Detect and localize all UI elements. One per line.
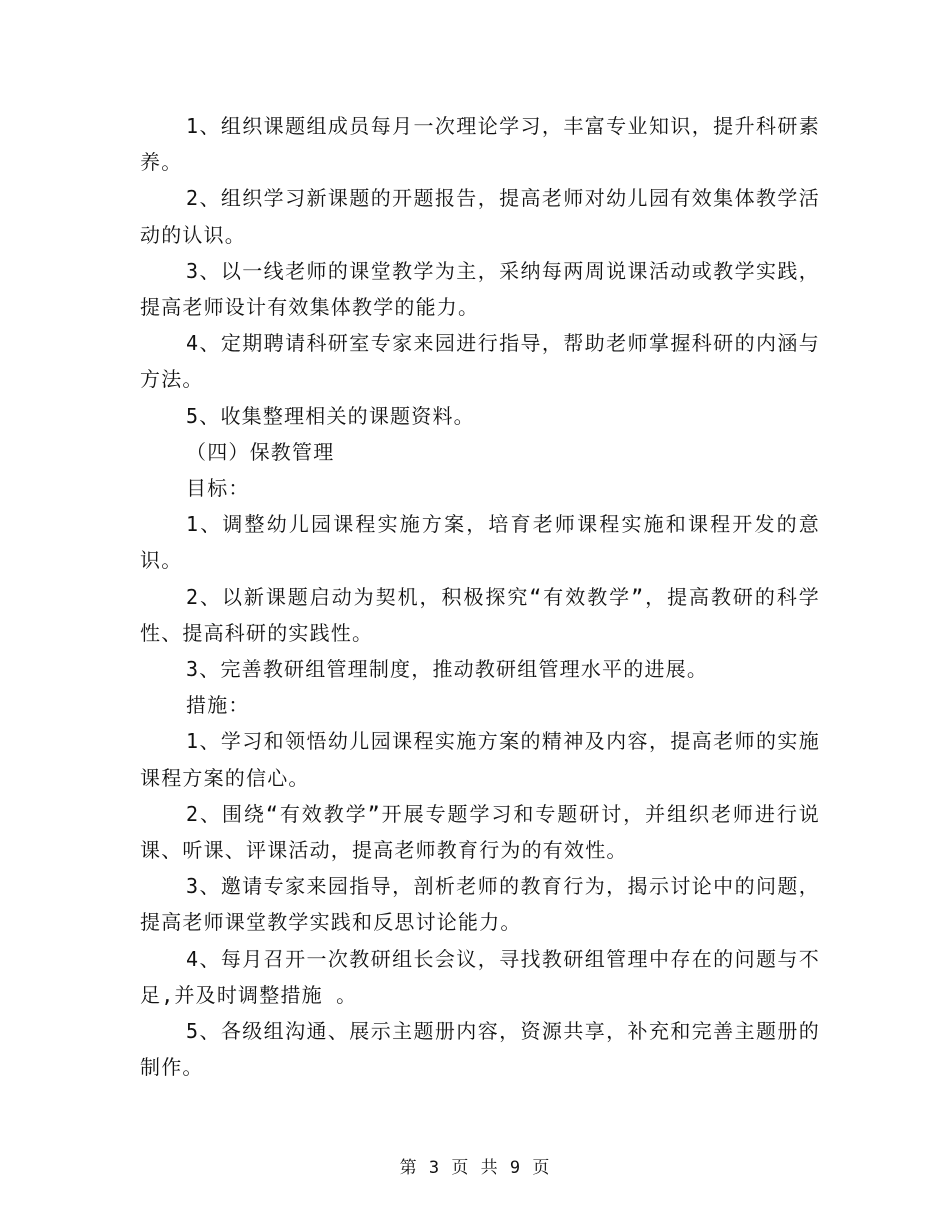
document-body <box>140 108 820 1085</box>
paragraph: 1、学习和领悟幼儿园课程实施方案的精神及内容，提高老师的实施课程方案的信心。 <box>140 729 820 790</box>
paragraph: 1、调整幼儿园课程实施方案，培育老师课程实施和课程开发的意识。 <box>140 512 820 573</box>
subheading-measures: 措施： <box>186 693 250 718</box>
paragraph: 2、以新课题启动为契机，积极探究“有效教学”，提高教研的科学性、提高科研的实践性。 <box>140 584 820 645</box>
paragraph: 4、每月召开一次教研组长会议，寻找教研组管理中存在的问题与不足,并及时调整措施 。 <box>140 946 820 1007</box>
paragraph: 1、组织课题组成员每月一次理论学习，丰富专业知识，提升科研素养。 <box>140 114 820 175</box>
paragraph: 5、收集整理相关的课题资料。 <box>186 403 475 428</box>
paragraph: 2、围绕“有效教学”开展专题学习和专题研讨，并组织老师进行说课、听课、评课活动，提高老师教育行为的有效性。 <box>140 801 820 863</box>
paragraph: 5、各级组沟通、展示主题册内容，资源共享，补充和完善主题册的制作。 <box>140 1019 820 1080</box>
paragraph: 3、完善教研组管理制度，推动教研组管理水平的进展。 <box>186 657 709 682</box>
paragraph: 2、组织学习新课题的开题报告，提高老师对幼儿园有效集体教学活动的认识。 <box>140 186 820 247</box>
paragraph: 3、以一线老师的课堂教学为主，采纳每两周说课活动或教学实践，提高老师设计有效集体教学的能力。 <box>140 258 820 320</box>
page-number-footer: 第 3 页 共 9 页 <box>399 1158 551 1178</box>
paragraph: 4、定期聘请科研室专家来园进行指导，帮助老师掌握科研的内涵与方法。 <box>140 331 820 392</box>
subheading-goals: 目标： <box>186 476 250 501</box>
paragraph: 3、邀请专家来园指导，剖析老师的教育行为，揭示讨论中的问题，提高老师课堂教学实践和反思讨论能力。 <box>140 874 820 935</box>
section-heading: （四）保教管理 <box>186 439 335 464</box>
